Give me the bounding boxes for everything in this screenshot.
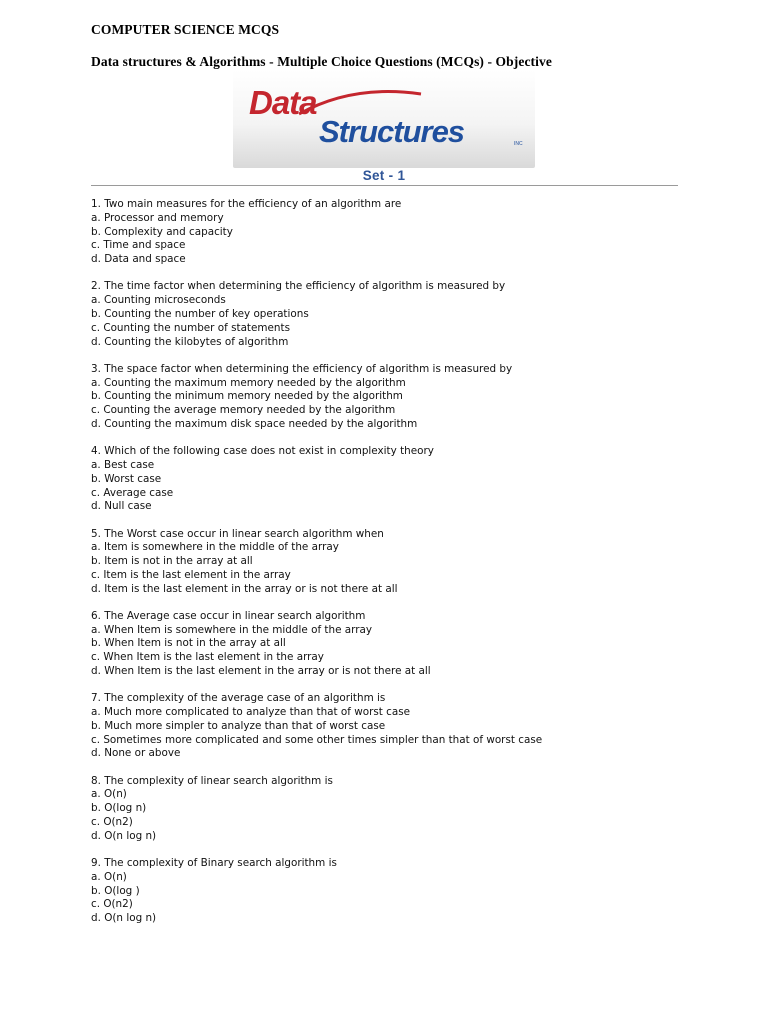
document-subtitle: Data structures & Algorithms - Multiple Choice Questions (MCQs) - Objective (91, 54, 552, 69)
answer-option: b. Much more simpler to analyze than that of worst case (91, 719, 386, 732)
question-text: 1. Two main measures for the efficiency of an algorithm are (91, 198, 402, 210)
question-text: 8. The complexity of linear search algorithm is (91, 774, 333, 787)
answer-option: a. Item is somewhere in the middle of the array (91, 541, 339, 554)
answer-option: b. Counting the number of key operations (91, 307, 309, 320)
question-list (91, 198, 711, 939)
document-header (91, 20, 731, 72)
data-structures-logo (233, 70, 535, 168)
answer-option: a. When Item is somewhere in the middle of the array (91, 623, 373, 636)
question-text: 5. The Worst case occur in linear search algorithm when (91, 527, 384, 540)
answer-option: a. Much more complicated to analyze than that of worst case (91, 706, 411, 719)
question-item (91, 198, 711, 267)
question-text: 3. The space factor when determining the efficiency of algorithm is measured by (91, 362, 513, 375)
answer-option: d. None or above (91, 747, 181, 760)
question-text: 2. The time factor when determining the efficiency of algorithm is measured by (91, 280, 506, 293)
answer-option: d. Counting the maximum disk space needed by the algorithm (91, 417, 418, 430)
answer-option: a. O(n) (91, 870, 127, 883)
answer-option: c. O(n2) (91, 816, 133, 829)
question-item (91, 280, 711, 349)
question-item (91, 445, 711, 514)
question-text: 9. The complexity of Binary search algorithm is (91, 857, 337, 869)
question-item (91, 363, 711, 432)
answer-option: b. Item is not in the array at all (91, 555, 253, 568)
answer-option: b. When Item is not in the array at all (91, 637, 286, 650)
logo-text-data: Data (249, 84, 317, 121)
answer-option: b. O(log n) (91, 802, 147, 815)
answer-option: d. O(n log n) (91, 912, 157, 925)
answer-option: a. O(n) (91, 788, 127, 801)
answer-option: b. Counting the minimum memory needed by the algorithm (91, 390, 403, 403)
answer-option: c. Average case (91, 486, 174, 499)
answer-option: c. Sometimes more complicated and some other times simpler than that of worst case (91, 733, 543, 746)
question-item (91, 610, 711, 679)
question-text: 6. The Average case occur in linear search algorithm (91, 609, 366, 622)
question-item (91, 857, 711, 926)
question-text: 4. Which of the following case does not exist in complexity theory (91, 445, 434, 458)
answer-option: a. Best case (91, 458, 155, 471)
answer-option: b. Worst case (91, 472, 162, 485)
logo-text-structures: Structures (319, 114, 465, 149)
answer-option: c. Counting the average memory needed by the algorithm (91, 404, 396, 417)
logo-graphic (233, 70, 535, 168)
question-item (91, 692, 711, 761)
answer-option: d. When Item is the last element in the array or is not there at all (91, 665, 431, 678)
set-label: Set - 1 (362, 168, 406, 183)
answer-option: b. O(log ) (91, 884, 140, 897)
answer-option: d. Data and space (91, 253, 186, 266)
document-title: COMPUTER SCIENCE MCQS (91, 22, 280, 37)
answer-option: c. Counting the number of statements (91, 321, 290, 334)
header-divider (91, 185, 678, 186)
logo-text-inc: INC (514, 141, 523, 147)
answer-option: d. Counting the kilobytes of algorithm (91, 335, 289, 348)
logo-swoosh (299, 92, 421, 115)
answer-option: c. Time and space (91, 239, 186, 252)
answer-option: c. O(n2) (91, 898, 133, 911)
question-item (91, 528, 711, 597)
answer-option: a. Processor and memory (91, 211, 224, 224)
answer-option: d. O(n log n) (91, 829, 157, 842)
answer-option: d. Item is the last element in the array or is not there at all (91, 582, 398, 595)
answer-option: a. Counting the maximum memory needed by the algorithm (91, 376, 406, 389)
answer-option: c. Item is the last element in the array (91, 568, 291, 581)
answer-option: a. Counting microseconds (91, 294, 226, 307)
answer-option: d. Null case (91, 500, 152, 513)
answer-option: b. Complexity and capacity (91, 225, 233, 238)
answer-option: c. When Item is the last element in the array (91, 651, 324, 664)
question-item (91, 775, 711, 844)
question-text: 7. The complexity of the average case of an algorithm is (91, 692, 386, 705)
